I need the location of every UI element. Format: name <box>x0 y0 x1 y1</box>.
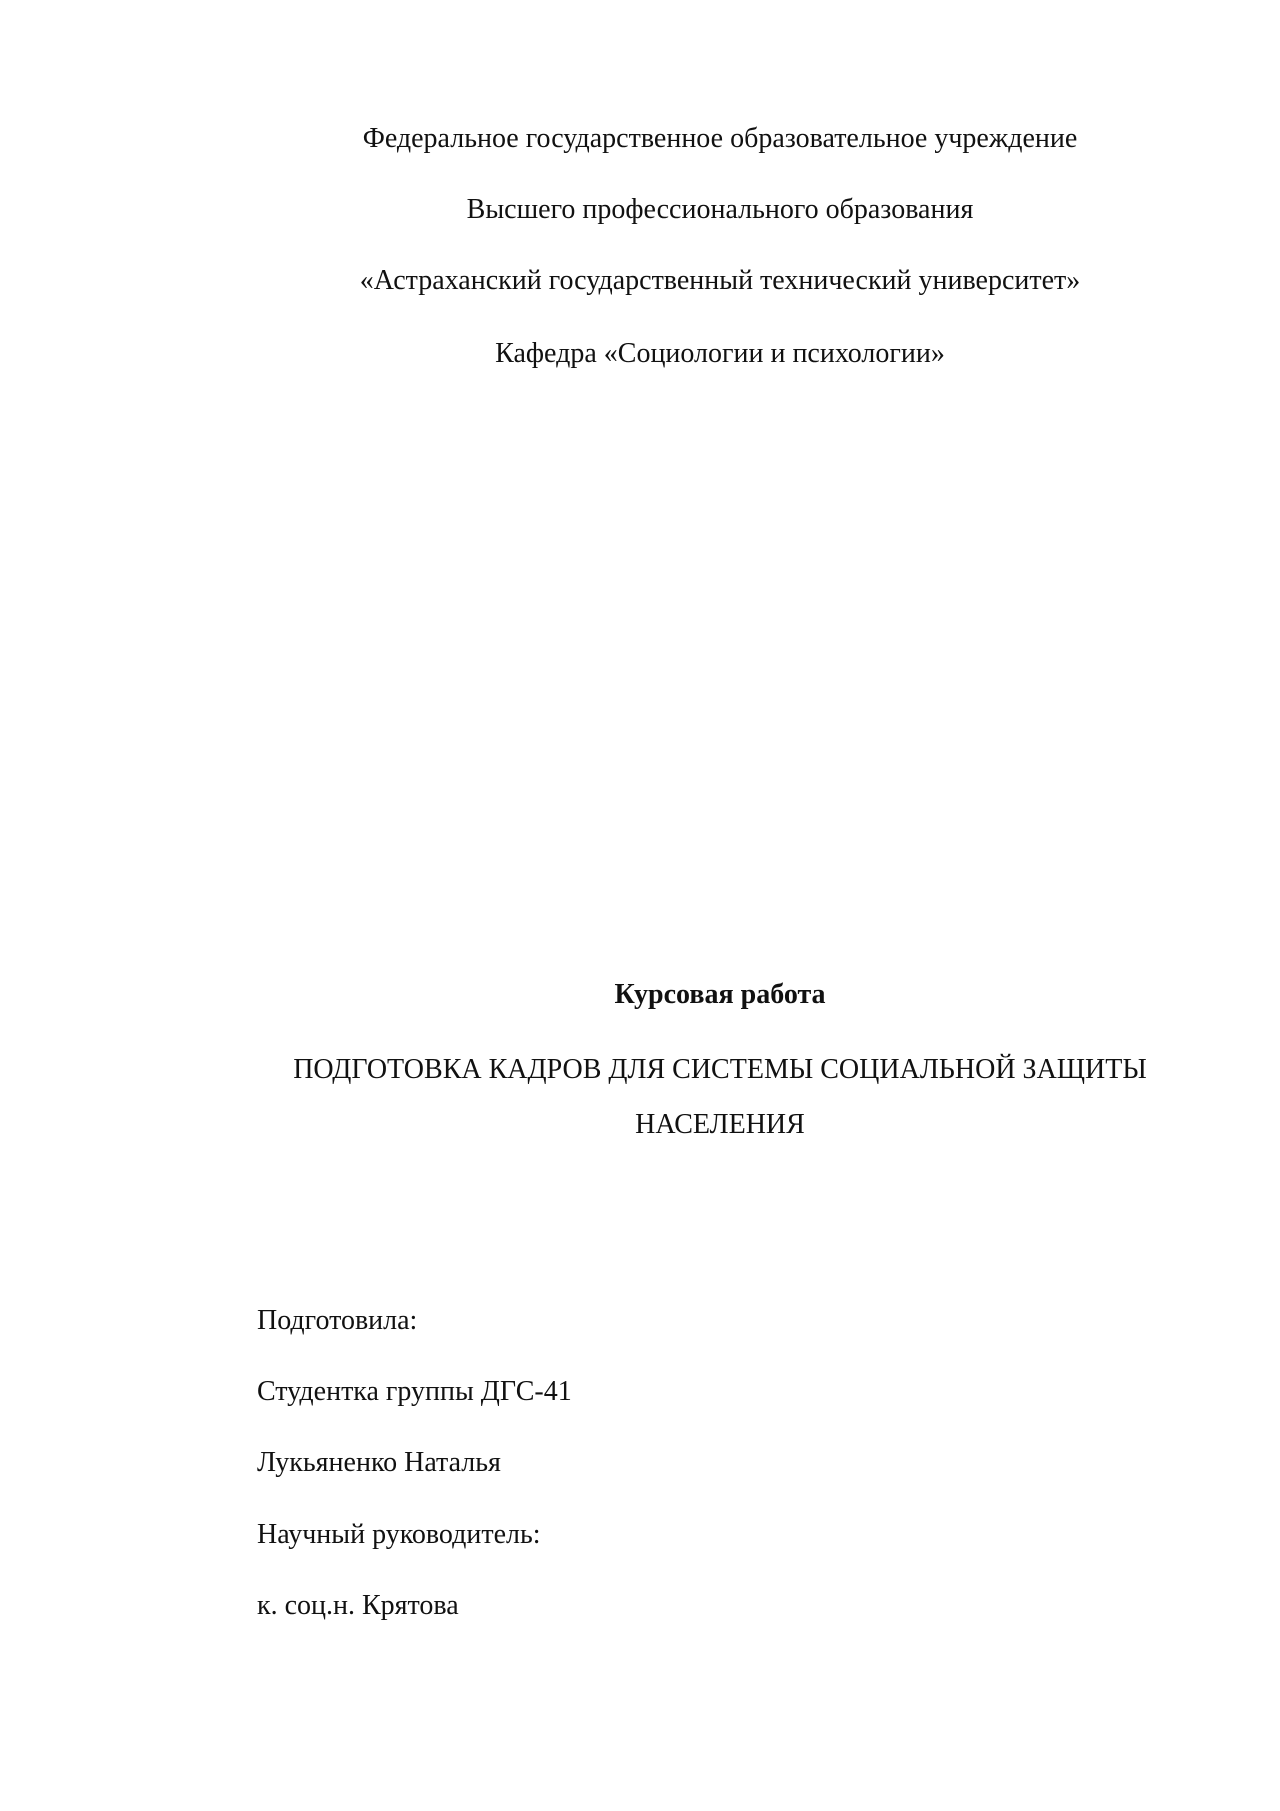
institution-line: Федеральное государственное образовательное учреждение <box>362 123 1078 154</box>
student-group: Студентка группы ДГС-41 <box>257 1376 572 1407</box>
prepared-by-label: Подготовила: <box>257 1305 418 1336</box>
student-name: Лукьяненко Наталья <box>257 1447 501 1478</box>
supervisor-label: Научный руководитель: <box>257 1519 541 1550</box>
work-type-heading: Курсовая работа <box>614 979 826 1010</box>
work-title-line-1: ПОДГОТОВКА КАДРОВ ДЛЯ СИСТЕМЫ СОЦИАЛЬНОЙ ЗАЩИТЫ <box>293 1054 1147 1085</box>
university-name: «Астраханский государственный технический университет» <box>359 265 1081 296</box>
supervisor-name: к. соц.н. Крятова <box>257 1590 459 1621</box>
department-name: Кафедра «Социологии и психологии» <box>495 338 945 369</box>
work-title-line-2: НАСЕЛЕНИЯ <box>635 1109 805 1140</box>
work-title <box>254 1042 1186 1152</box>
education-level-line: Высшего профессионального образования <box>466 194 974 225</box>
